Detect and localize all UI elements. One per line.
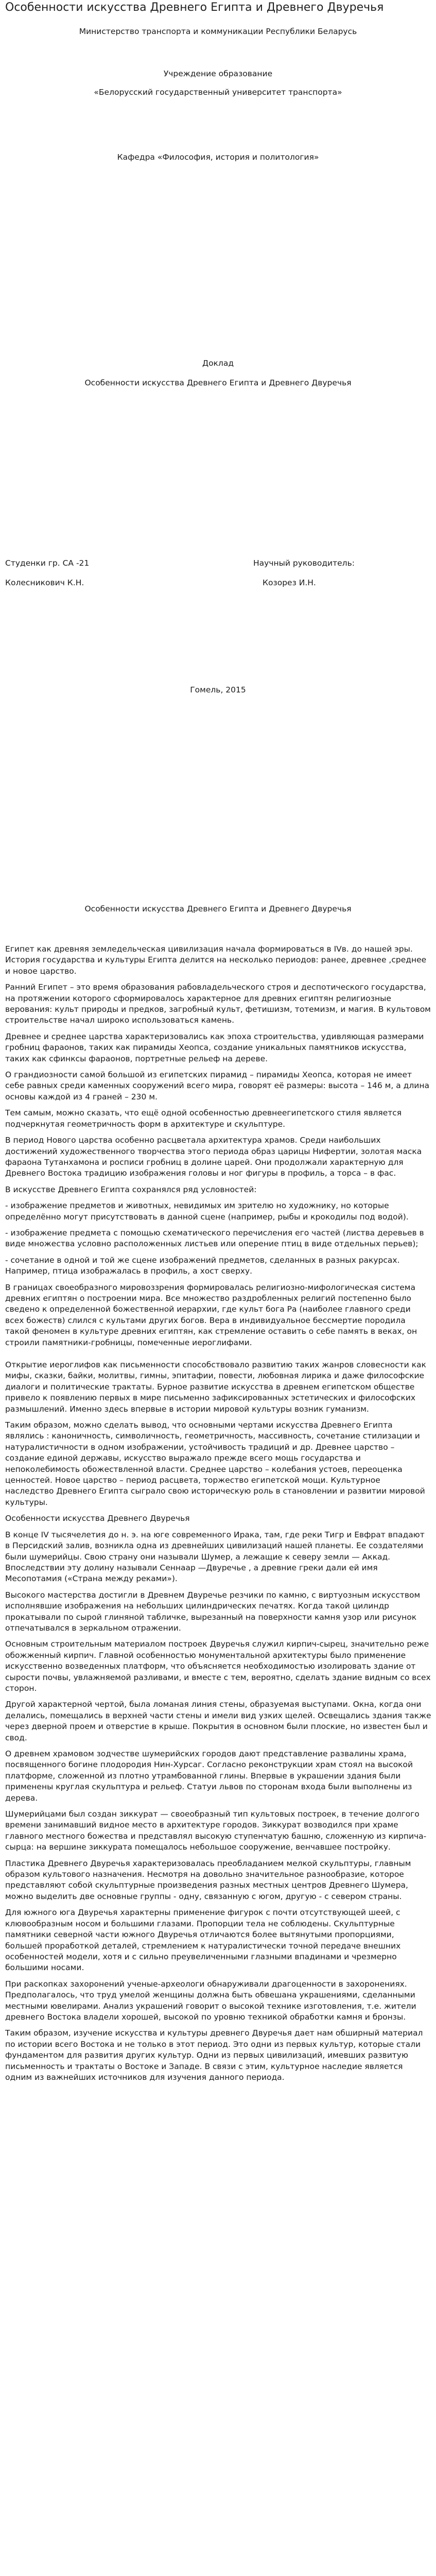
paragraph: Другой характерной чертой, была ломаная линия стены, образуемая выступами. Окна, когда они делались, помещались в верхней части стены и имели вид узких щелей. Освещались здания также через дверной проем и отверстие в крыше. Покрытия в основном были плоские, но известен был и свод. (5, 1700, 431, 1742)
body-title: Особенности искусства Древнего Египта и Древнего Двуречья (84, 904, 352, 913)
paragraph: Таким образом, изучение искусства и культуры древнего Двуречья дает нам обширный материал по истории всего Востока и не только в этот период. Это одни из первых культур, которые стали фундаментом для развития других культур. Одни из первых цивилизаций, имевших развитую письменность и трактаты о Востоке и Западе. В связи с этим, культурное наследие является одним из важнейших источников для изучения данного периода. (5, 2028, 423, 2082)
paragraph: Египет как древняя земледельческая цивилизация начала формироваться в IVв. до нашей эры. История государства и культуры Египта делится на несколько периодов: ранее, древнее ,среднее и новое царство. (5, 944, 427, 976)
institution-line-1: Учреждение образование (163, 69, 273, 78)
paragraph: О грандиозности самой большой из египетских пирамид – пирамиды Хеопса, которая не имеет себе равных среди каменных сооружений всего мира, говорят её размеры: высота – 146 м, а длина основы каждой из 4 граней – 230 м. (5, 1070, 429, 1101)
paragraph: - изображение предметов и животных, невидимых им зрителю но художнику, но которые определённо могут присутствовать в данной сцене (например, рыбы и крокодилы под водой). (5, 1201, 409, 1222)
paragraph: В границах своеобразного мировоззрения формировалась религиозно-мифологическая система древних египтян о построении мира. Все множество раздробленных религий постепенно было сведено к определенной божественной иерархии, где культ бога Ра (наиболее главного среди всех божеств) слился с культами других богов. Вера в индивидуальное бессмертие породила такой феномен в культуре древних египтян, как стремление оставить о себе память в веках, он строили памятники-гробницы, помеченные иероглифами. (5, 1282, 417, 1347)
paragraph: В период Нового царства особенно расцветала архитектура храмов. Среди наибольших достижений художественного творчества этого периода образ царицы Нифертии, золотая маска фараона Тутанхамона и росписи гробниц в долине царей. Они продолжали характерную для Древнего Востока традицию изображения головы и ног фигуры в профиль, а торса – в фас. (5, 1136, 422, 1178)
doc-type: Доклад (202, 359, 234, 368)
page-title: Особенности искусства Древнего Египта и Древнего Двуречья (5, 1, 384, 14)
city-year: Гомель, 2015 (190, 685, 246, 694)
paragraph: Таким образом, можно сделать вывод, что основными чертами искусства Древнего Египта являлись : каноничность, символичность, геометричность, массивность, сочетание стилизации и натуралистичности в одном изображении, устойчивость традиций и др. Древнее царство – создание единой державы, искусство выражало прежде всего мощь государства и непоколебимость обожествленной власти. Среднее царство – колебания устоев, переоценка ценностей. Новое царство – период расцвета, торжество египетской мощи. Культурное наследство Древнего Египта сыграло свою историческую роль в становлении и развитии мировой культуры. (5, 1420, 425, 1507)
paragraph: - сочетание в одной и той же сцене изображений предметов, сделанных в разных ракурсах. Например, птица изображалась в профиль, а хост сверху. (5, 1255, 400, 1276)
paragraph: Шумерийцами был создан зиккурат — своеобразный тип культовых построек, в течение долгого времени занимавший видное место в архитектуре городов. Зиккурат возводился при храме главного местного божества и представлял высокую ступенчатую башню, сложенную из кирпича-сырца: на вершине зиккурата помещалось небольшое сооружение, венчавшее постройку. (5, 1809, 427, 1852)
supervisor-label: Научный руководитель: (253, 558, 355, 568)
paragraph: Высокого мастерства достигли в Древнем Двуречье резчики по камню, с виртуозным искусством исполнявшие изображения на небольших цилиндрических печатях. Когда такой цилиндр прокатывали по сырой глиняной табличке, вырезанный на поверхности камня узор или рисунок отпечатывался в зеркальном отражении. (5, 1590, 421, 1633)
department-line: Кафедра «Философия, история и политология» (117, 152, 319, 162)
body-text (5, 944, 431, 2088)
doc-subject: Особенности искусства Древнего Египта и Древнего Двуречья (84, 378, 352, 387)
ministry-line: Министерство транспорта и коммуникации Республики Беларусь (79, 27, 357, 36)
paragraph: Открытие иероглифов как письменности способствовало развитию таких жанров словесности как мифы, сказки, байки, молитвы, гимны, эпитафии, повести, любовная лирика и даже философские диалоги и политические трактаты. Бурное развитие искусства в древнем египетском обществе привело к появлению первых в мире письменно зафиксированных эстетических и философских размышлений. Именно здесь впервые в истории мировой культуры возник гуманизм. (5, 1360, 426, 1414)
paragraph: В конце IV тысячелетия до н. э. на юге современного Ирака, там, где реки Тигр и Евфрат впадают в Персидский залив, возникла одна из древнейших цивилизаций нашей планеты. Ее создателями были шумерийцы. Свою страну они называли Шумер, а лежащие к северу земли — Аккад. Впоследствии эту долину называли Сеннаар —Двуречье , а древние греки дали ей имя Месопотамия («Страна между реками»). (5, 1530, 425, 1584)
paragraph: Ранний Египет – это время образования рабовладельческого строя и деспотического государства, на протяжении которого сформировалось характерное для древних египтян религиозные верования: культ природы и предков, загробный культ, фетишизм, тотемизм, и магия. В культовом строительстве начал широко использоваться камень. (5, 982, 431, 1025)
paragraph: Тем самым, можно сказать, что ещё одной особенностью древнеегипетского стиля является подчеркнутая геометричность форм в архитектуре и скульптуре. (5, 1108, 402, 1129)
paragraph: В искусстве Древнего Египта сохранялся ряд условностей: (5, 1184, 257, 1194)
section-heading: Особенности искусства Древнего Двуречья (5, 1514, 190, 1523)
paragraph: О древнем храмовом зодчестве шумерийских городов дают представление развалины храма, посвященного богине плодородия Нин-Хурсаг. Согласно реконструкции храм стоял на высокой платформе, сложенной из плотно утрамбованной глины. Впервые в украшении здания были применены круглая скульптура и рельеф. Статуи львов по сторонам входа были выполнены из дерева. (5, 1749, 413, 1803)
institution-line-2: «Белорусский государственный университет транспорта» (94, 88, 342, 97)
paragraph: При раскопках захоронений ученые-археологи обнаруживали драгоценности в захоронениях. Предполагалось, что труд умелой женщины должна быть обвешана украшениями, сделанными местными ювелирами. Анализ украшений говорит о высокой технике изготовления, т.е. жители древнего Востока владели хорошей, высокой по уровню техникой обработки камня и бронзы. (5, 1979, 416, 2022)
supervisor-name: Козорез И.Н. (263, 578, 316, 587)
paragraph: Для южного юга Двуречья характерны применение фигурок с почти отсутствующей шеей, с клювообразным носом и большими глазами. Пропорции тела не соблюдены. Скульптурные памятники северной части южного Двуречья отличаются более вытянутыми пропорциями, большей проработкой деталей, стремлением к натуралистически точной передаче внешних особенностей модели, хотя и с сильно преувеличенными глазными впадинами и чрезмерно большими носами. (5, 1908, 401, 1973)
paragraph: Древнее и среднее царства характеризовались как эпоха строительства, удивляющая размерами гробниц фараонов, таких как пирамиды Хеопса, создание уникальных памятников искусства, таких как сфинксы фараонов, портретные рельеф на дереве. (5, 1031, 424, 1063)
student-label: Студенки гр. СА -21 (5, 558, 90, 568)
paragraph: Пластика Древнего Двуречья характеризовалась преобладанием мелкой скульптуры, главным образом культового назначения. Несмотря на довольно значительное разнообразие, которое представляют собой скульптурные произведения разных местных центров Древнего Шумера, можно выделить две основные группы - одну, связанную с югом, другую - с севером страны. (5, 1858, 411, 1901)
paragraph: Основным строительным материалом построек Двуречья служил кирпич-сырец, значительно реже обожженный кирпич. Главной особенностью монументальной архитектуры было применение искусственно возведенных платформ, что объясняется необходимостью изолировать здание от сырости почвы, увлажняемой разливами, и вместе с тем, вероятно, сделать здание видным со всех сторон. (5, 1639, 431, 1693)
student-name: Колесникович К.Н. (5, 578, 84, 587)
paragraph: - изображение предмета с помощью схематического перечисления его частей (листва деревьев в виде множества условно расположенных листьев или оперение птиц в виде отдельных перьев); (5, 1228, 424, 1249)
